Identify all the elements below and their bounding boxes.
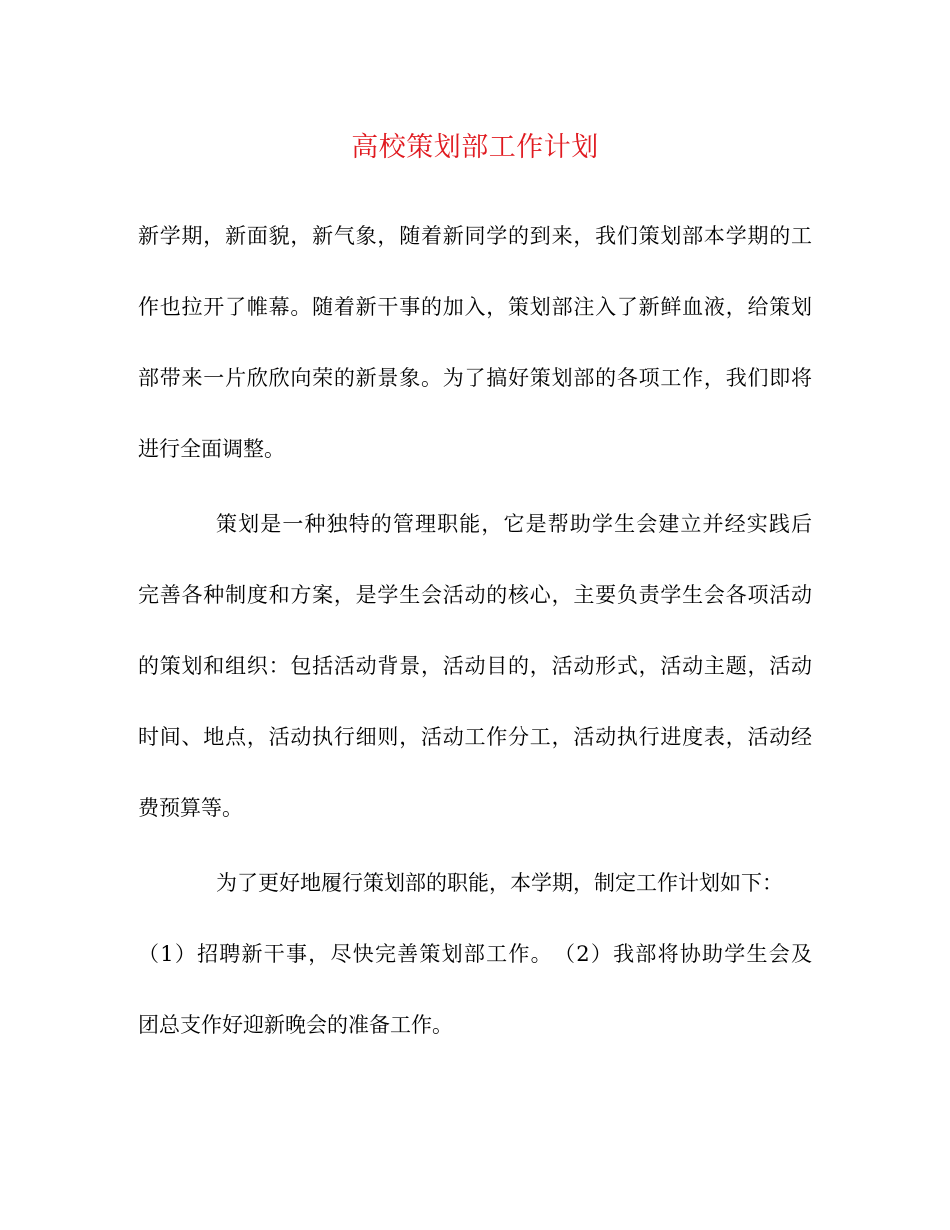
paragraph-line: 团总支作好迎新晚会的准备工作。 (138, 1013, 453, 1037)
paragraph-line: 部带来一片欣欣向荣的新景象。为了搞好策划部的各项工作，我们即将 (138, 366, 812, 390)
paragraph-line: （1）招聘新干事，尽快完善策划部工作。 （2）我部将协助学生会及 (138, 942, 812, 966)
paragraph-line: 时间、地点，活动执行细则，活动工作分工，活动执行进度表，活动经 (138, 725, 812, 749)
paragraph-line: 作也拉开了帷幕。随着新干事的加入，策划部注入了新鲜血液，给策划 (138, 295, 812, 319)
document-title: 高校策划部工作计划 (351, 132, 599, 163)
paragraph-line: 费预算等。 (138, 796, 243, 820)
paragraph-line: 策划是一种独特的管理职能，它是帮助学生会建立并经实践后 (216, 512, 812, 536)
paragraph-line: 新学期，新面貌，新气象，随着新同学的到来，我们策划部本学期的工 (138, 224, 812, 248)
paragraph-line: 进行全面调整。 (138, 437, 285, 461)
paragraph-line: 完善各种制度和方案，是学生会活动的核心，主要负责学生会各项活动 (138, 583, 812, 607)
paragraph-line: 的策划和组织：包括活动背景，活动目的，活动形式，活动主题，活动 (138, 654, 812, 678)
paragraph-line: 为了更好地履行策划部的职能，本学期，制定工作计划如下： (216, 871, 783, 895)
